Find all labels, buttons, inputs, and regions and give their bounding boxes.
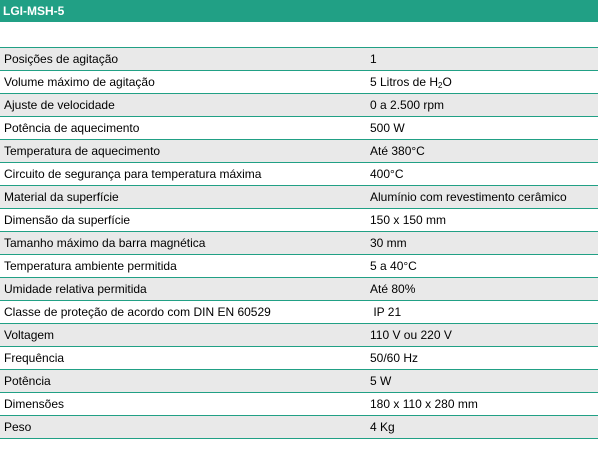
spec-value: 110 V ou 220 V [366, 324, 598, 347]
specifications-body [0, 48, 598, 439]
product-title: LGI-MSH-5 [3, 4, 65, 18]
spec-label: Classe de proteção de acordo com DIN EN 60529 [0, 301, 366, 324]
spec-value-suffix: O [442, 75, 452, 89]
spec-label: Ajuste de velocidade [0, 94, 366, 117]
table-row [0, 209, 598, 232]
spec-label: Potência de aquecimento [0, 117, 366, 140]
spec-label: Tamanho máximo da barra magnética [0, 232, 366, 255]
spec-value: 5 W [366, 370, 598, 393]
table-row [0, 140, 598, 163]
spec-label: Voltagem [0, 324, 366, 347]
spec-label: Volume máximo de agitação [0, 71, 366, 94]
table-row [0, 416, 598, 439]
table-row [0, 94, 598, 117]
spec-value: 500 W [366, 117, 598, 140]
spec-label: Dimensões [0, 393, 366, 416]
table-row [0, 71, 598, 94]
spec-value: Até 380°C [366, 140, 598, 163]
spec-value: 0 a 2.500 rpm [366, 94, 598, 117]
spec-label: Dimensão da superfície [0, 209, 366, 232]
header-spacer [0, 22, 598, 45]
table-row [0, 347, 598, 370]
spec-value-text: 5 Litros de H [370, 75, 439, 89]
spec-label: Peso [0, 416, 366, 439]
product-title-bar [0, 0, 598, 22]
table-row [0, 232, 598, 255]
table-row [0, 301, 598, 324]
spec-value: 180 x 110 x 280 mm [366, 393, 598, 416]
spec-label: Frequência [0, 347, 366, 370]
spec-value-subscript: 2 [438, 81, 443, 90]
table-row [0, 117, 598, 140]
spec-value: 150 x 150 mm [366, 209, 598, 232]
table-row [0, 393, 598, 416]
spec-label: Potência [0, 370, 366, 393]
spec-value: Até 80% [366, 278, 598, 301]
table-row [0, 163, 598, 186]
spec-value: 30 mm [366, 232, 598, 255]
table-row [0, 48, 598, 71]
spec-label: Temperatura ambiente permitida [0, 255, 366, 278]
spec-label: Circuito de segurança para temperatura máxima [0, 163, 366, 186]
table-row [0, 324, 598, 347]
spec-label: Posições de agitação [0, 48, 366, 71]
table-row [0, 278, 598, 301]
spec-label: Umidade relativa permitida [0, 278, 366, 301]
spec-value: IP 21 [366, 301, 598, 324]
spec-label: Temperatura de aquecimento [0, 140, 366, 163]
table-row [0, 255, 598, 278]
table-row [0, 370, 598, 393]
spec-value: 400°C [366, 163, 598, 186]
table-row [0, 186, 598, 209]
spec-value: 50/60 Hz [366, 347, 598, 370]
specifications-table [0, 47, 598, 439]
spec-value: 1 [366, 48, 598, 71]
spec-label: Material da superfície [0, 186, 366, 209]
spec-value: 4 Kg [366, 416, 598, 439]
spec-value: Alumínio com revestimento cerâmico [366, 186, 598, 209]
spec-value [366, 71, 598, 94]
spec-value: 5 a 40°C [366, 255, 598, 278]
